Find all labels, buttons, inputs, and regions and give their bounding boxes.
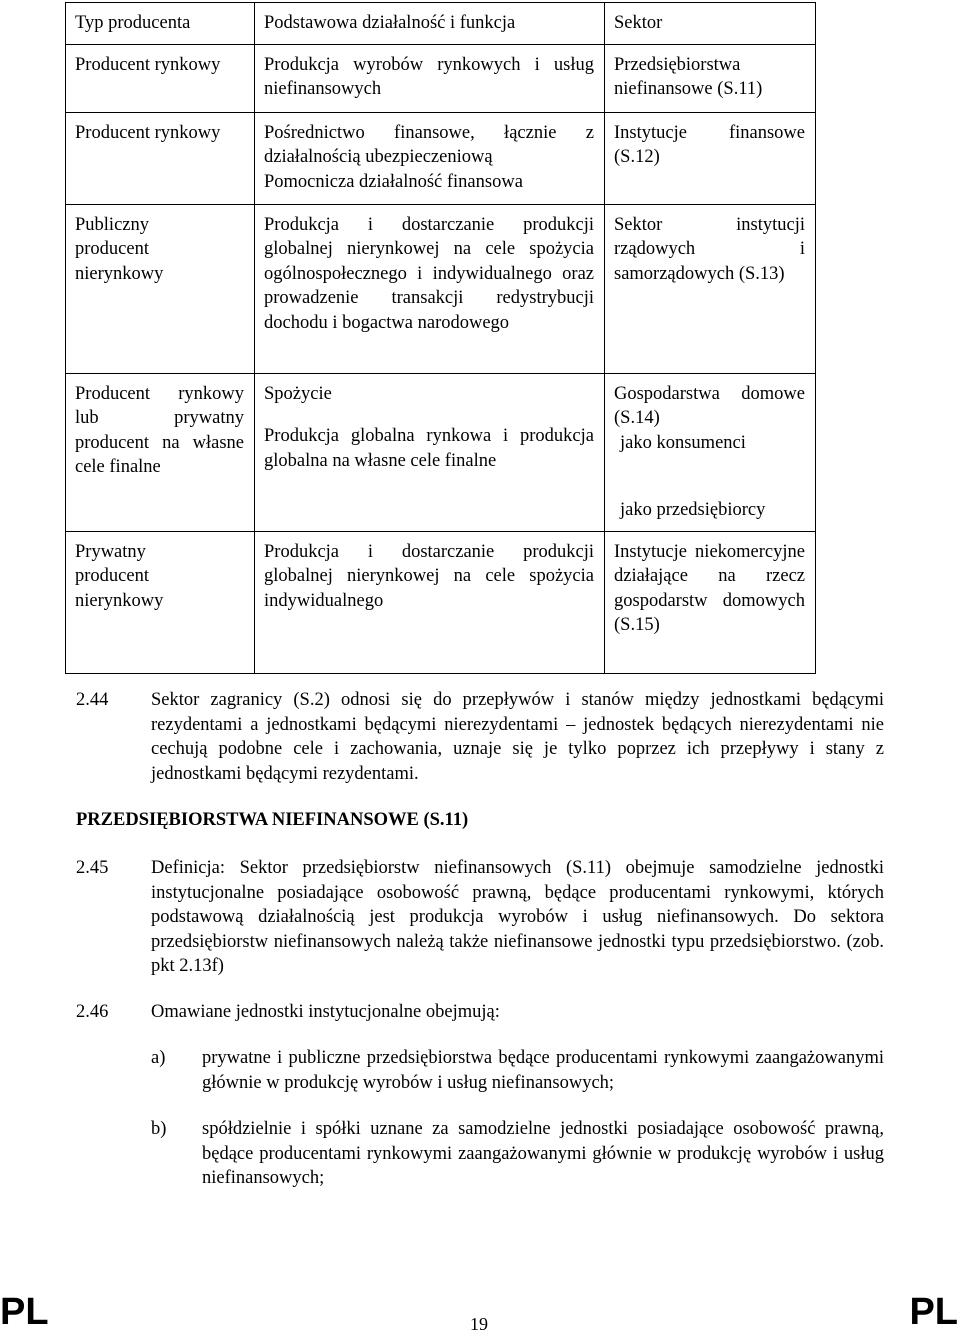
- table-row: [66, 44, 816, 112]
- activity-text: Produkcja i dostarczanie produkcji globalnej nierynkowej na cele spożycia indywidualnego: [264, 541, 594, 611]
- list-marker: a): [151, 1048, 166, 1068]
- activity-text: Pośrednictwo finansowe, łącznie z działalnością ubezpieczeniową: [264, 122, 594, 167]
- activity-text: Pomocnicza działalność finansowa: [264, 171, 523, 192]
- activity-cell: [255, 44, 605, 112]
- table-row: [66, 531, 816, 673]
- sector-text: Sektor instytucji rządowych i samorządowych (S.13): [614, 214, 805, 284]
- sector-cell: [605, 531, 816, 673]
- activity-text: Spożycie: [264, 383, 332, 404]
- activity-text: Produkcja i dostarczanie produkcji globalnej nierynkowej na cele spożycia ogólnospołecznego i indywidualnego oraz prowadzenie transakcji redystrybucji dochodu i bogactwa narodowego: [264, 214, 594, 333]
- sector-classification-table: [65, 2, 816, 674]
- sector-cell: [605, 44, 816, 112]
- list-item: spółdzielnie i spółki uznane za samodzielne jednostki posiadające osobowość prawną, będące producentami rynkowymi zaangażowanymi głównie w produkcję wyrobów i usług niefinansowych;: [202, 1119, 884, 1188]
- paragraph-number: 2.45: [76, 858, 109, 878]
- producer-type-cell: [66, 204, 255, 373]
- producer-type-cell: [66, 112, 255, 204]
- table-row: [66, 373, 816, 531]
- sector-cell: [605, 204, 816, 373]
- activity-text: Produkcja globalna rynkowa i produkcja globalna na własne cele finalne: [264, 426, 594, 471]
- paragraph-2-45: Definicja: Sektor przedsiębiorstw niefinansowych (S.11) obejmuje samodzielne jednostki instytucjonalne posiadające osobowość prawną, będące producentami rynkowymi, których podstawową działalnością jest produkcja wyrobów i usług niefinansowych. Do sektora przedsiębiorstw niefinansowych należą także niefinansowe jednostki typu przedsiębiorstwo. (zob. pkt 2.13f): [151, 858, 884, 976]
- sector-text: Przedsiębiorstwa niefinansowe (S.11): [614, 54, 763, 99]
- producer-type-cell: [66, 44, 255, 112]
- paragraph-number: 2.44: [76, 690, 109, 710]
- list-marker: b): [151, 1119, 167, 1139]
- paragraph-2-46: Omawiane jednostki instytucjonalne obejmują:: [151, 1002, 500, 1022]
- paragraph-2-44: Sektor zagranicy (S.2) odnosi się do przepływów i stanów między jednostkami będącymi rezydentami a jednostkami będącymi nierezydentami – jednostek będących nierezydentami nie cechują podobne cele i zachowania, uznaje się je tylko poprzez ich przepływy i stany z jednostkami będącymi rezydentami.: [151, 690, 884, 784]
- sector-text: Instytucje niekomercyjne działające na rzecz gospodarstw domowych (S.15): [614, 541, 805, 635]
- footer-language-right: PL: [909, 1291, 958, 1333]
- activity-cell: [255, 531, 605, 673]
- header-activity: Podstawowa działalność i funkcja: [255, 3, 605, 45]
- table-header-row: [66, 3, 816, 45]
- producer-type-cell: [66, 373, 255, 531]
- sector-text: jako przedsiębiorcy: [620, 500, 766, 520]
- table-row: [66, 112, 816, 204]
- producer-type-text: Producent rynkowy: [75, 54, 221, 75]
- section-heading: PRZEDSIĘBIORSTWA NIEFINANSOWE (S.11): [76, 810, 469, 830]
- footer-language-left: PL: [0, 1291, 49, 1333]
- activity-text: Produkcja wyrobów rynkowych i usług niefinansowych: [264, 54, 594, 99]
- list-item: prywatne i publiczne przedsiębiorstwa będące producentami rynkowymi zaangażowanymi głównie w produkcję wyrobów i usług niefinansowych;: [202, 1048, 884, 1093]
- producer-type-text: Prywatny producent nierynkowy: [75, 541, 164, 611]
- page-number: 19: [470, 1314, 488, 1334]
- activity-cell: [255, 373, 605, 531]
- producer-type-cell: [66, 531, 255, 673]
- sector-text: jako konsumenci: [620, 432, 746, 453]
- header-producer-type: Typ producenta: [66, 3, 255, 45]
- header-sector: Sektor: [605, 3, 816, 45]
- activity-cell: [255, 112, 605, 204]
- producer-type-text: Producent rynkowy lub prywatny producent na własne cele finalne: [75, 383, 244, 477]
- sector-text: Instytucje finansowe (S.12): [614, 122, 805, 167]
- table-row: [66, 204, 816, 373]
- sector-cell: [605, 373, 816, 531]
- sector-cell: [605, 112, 816, 204]
- producer-type-text: Publiczny producent nierynkowy: [75, 214, 164, 284]
- paragraph-number: 2.46: [76, 1002, 109, 1022]
- sector-text: Gospodarstwa domowe (S.14): [614, 383, 805, 428]
- activity-cell: [255, 204, 605, 373]
- producer-type-text: Producent rynkowy: [75, 122, 221, 143]
